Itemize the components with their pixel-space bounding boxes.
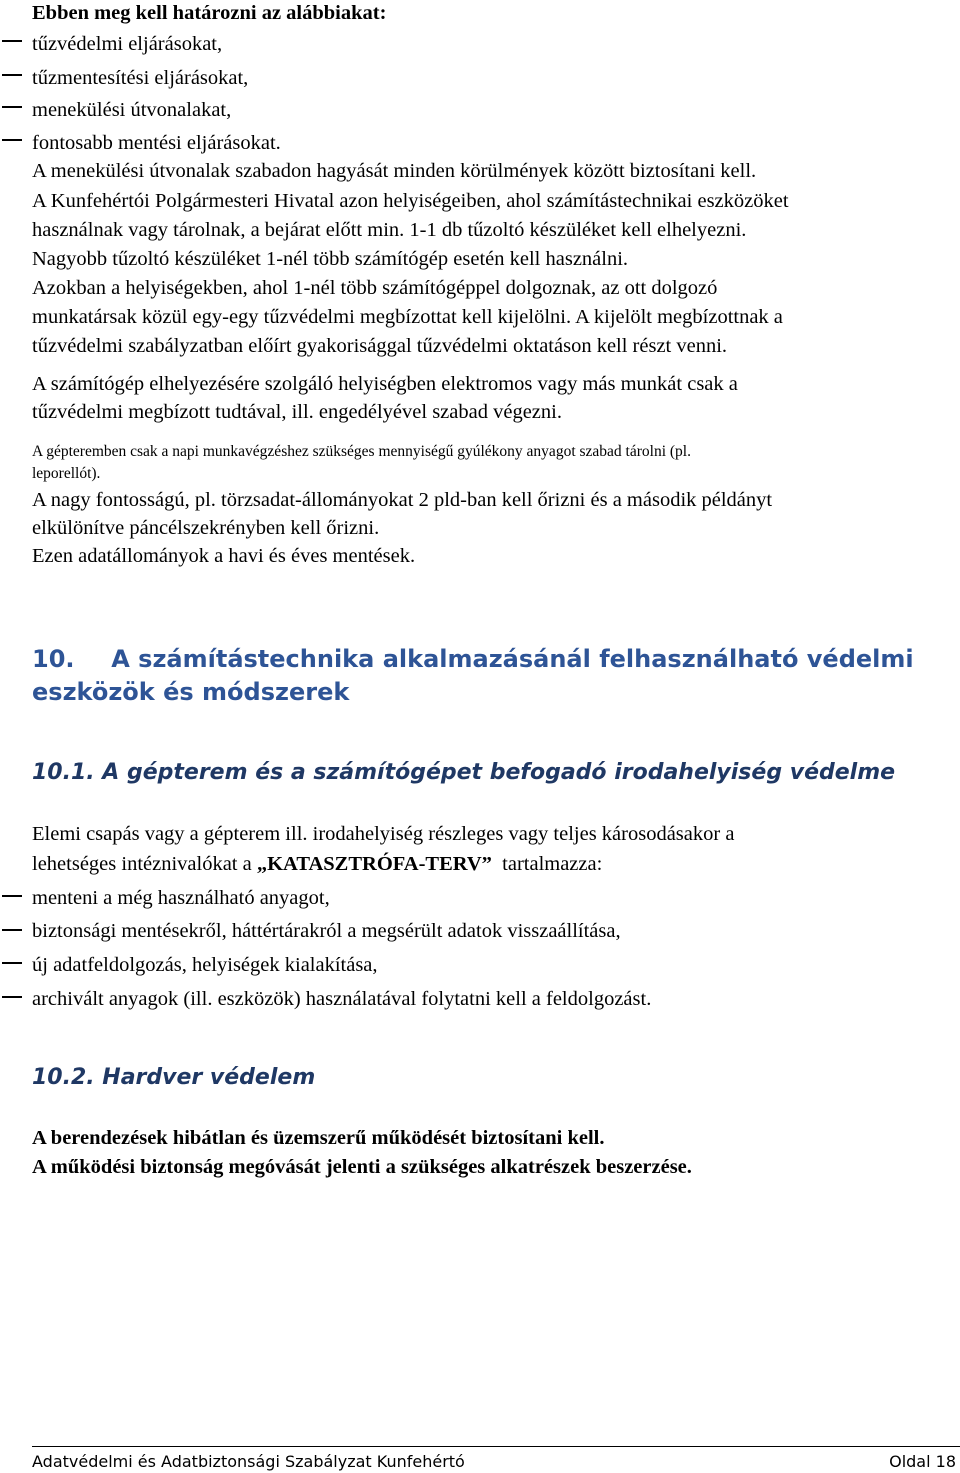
- paragraph-line: Ezen adatállományok a havi és éves mentések.: [32, 545, 416, 567]
- text-span: lehetséges intéznivalókat a: [32, 853, 257, 875]
- dash-bullet: [2, 929, 22, 931]
- list-item: archivált anyagok (ill. eszközök) használatával folytatni kell a feldolgozást.: [32, 988, 652, 1010]
- paragraph-line: A menekülési útvonalak szabadon hagyását minden körülmények között biztosítani kell.: [32, 160, 757, 182]
- paragraph-line: A nagy fontosságú, pl. törzsadat-állományokat 2 pld-ban kell őrizni és a második példányt: [32, 489, 773, 511]
- section-title: A számítástechnika alkalmazásánál felhasználható védelmi: [111, 645, 914, 673]
- list-item: biztonsági mentésekről, háttértárakról a megsérült adatok visszaállítása,: [32, 920, 621, 942]
- dash-bullet: [2, 74, 22, 76]
- paragraph-line: használnak vagy tárolnak, a bejárat előtt min. 1-1 db tűzoltó készüléket kell elhelyezni.: [32, 219, 747, 241]
- section-10-heading-cont: eszközök és módszerek: [32, 678, 350, 706]
- paragraph-line: A működési biztonság megóvását jelenti a szükséges alkatrészek beszerzése.: [32, 1156, 692, 1178]
- list-item: új adatfeldolgozás, helyiségek kialakítása,: [32, 954, 378, 976]
- paragraph-line: A számítógép elhelyezésére szolgáló helyiségben elektromos vagy más munkát csak a: [32, 373, 738, 395]
- plan-name: „KATASZTRÓFA-TERV”: [256, 853, 492, 875]
- list-item: tűzvédelmi eljárásokat,: [32, 33, 223, 55]
- paragraph-line: A berendezések hibátlan és üzemszerű működését biztosítani kell.: [32, 1127, 605, 1149]
- intro-heading: Ebben meg kell határozni az alábbiakat:: [32, 2, 387, 24]
- page-number: Oldal 18: [889, 1452, 956, 1471]
- footer-title: Adatvédelmi és Adatbiztonsági Szabályzat Kunfehértó: [32, 1452, 465, 1471]
- paragraph-line: tűzvédelmi szabályzatban előírt gyakorisággal tűzvédelmi oktatáson kell részt venni.: [32, 335, 728, 357]
- paragraph-line: munkatársak közül egy-egy tűzvédelmi megbízottat kell kijelölni. A kijelölt megbízottnak a: [32, 306, 783, 328]
- dash-bullet: [2, 962, 22, 964]
- dash-bullet: [2, 106, 22, 108]
- list-item: menteni a még használható anyagot,: [32, 887, 330, 909]
- section-10-1-heading: 10.1. A gépterem és a számítógépet befogadó irodahelyiség védelme: [32, 760, 896, 785]
- paragraph-line: elkülönítve páncélszekrényben kell őrizni.: [32, 517, 380, 539]
- paragraph-line: Nagyobb tűzoltó készüléket 1-nél több számítógép esetén kell használni.: [32, 248, 629, 270]
- paragraph-line: [32, 851, 602, 877]
- dash-bullet: [2, 139, 22, 141]
- footer-divider: [32, 1446, 960, 1447]
- paragraph-line: tűzvédelmi megbízott tudtával, ill. engedélyével szabad végezni.: [32, 401, 562, 423]
- paragraph-line: Azokban a helyiségekben, ahol 1-nél több számítógéppel dolgoznak, az ott dolgozó: [32, 277, 718, 299]
- list-item: fontosabb mentési eljárásokat.: [32, 132, 281, 154]
- paragraph-line: leporellót).: [32, 465, 101, 482]
- dash-bullet: [2, 40, 22, 42]
- dash-bullet: [2, 996, 22, 998]
- text-span: tartalmazza:: [491, 853, 603, 875]
- paragraph-line: A Kunfehértói Polgármesteri Hivatal azon helyiségeiben, ahol számítástechnikai eszközöket: [32, 190, 789, 212]
- section-10-2-heading: 10.2. Hardver védelem: [32, 1065, 316, 1090]
- section-10-heading: [32, 643, 914, 675]
- paragraph-line: Elemi csapás vagy a gépterem ill. irodahelyiség részleges vagy teljes károsodásakor a: [32, 823, 735, 845]
- list-item: tűzmentesítési eljárásokat,: [32, 67, 249, 89]
- section-number: 10.: [32, 645, 75, 673]
- dash-bullet: [2, 895, 22, 897]
- list-item: menekülési útvonalakat,: [32, 99, 232, 121]
- paragraph-line: A gépteremben csak a napi munkavégzéshez szükséges mennyiségű gyúlékony anyagot szabad tárolni (pl.: [32, 443, 691, 460]
